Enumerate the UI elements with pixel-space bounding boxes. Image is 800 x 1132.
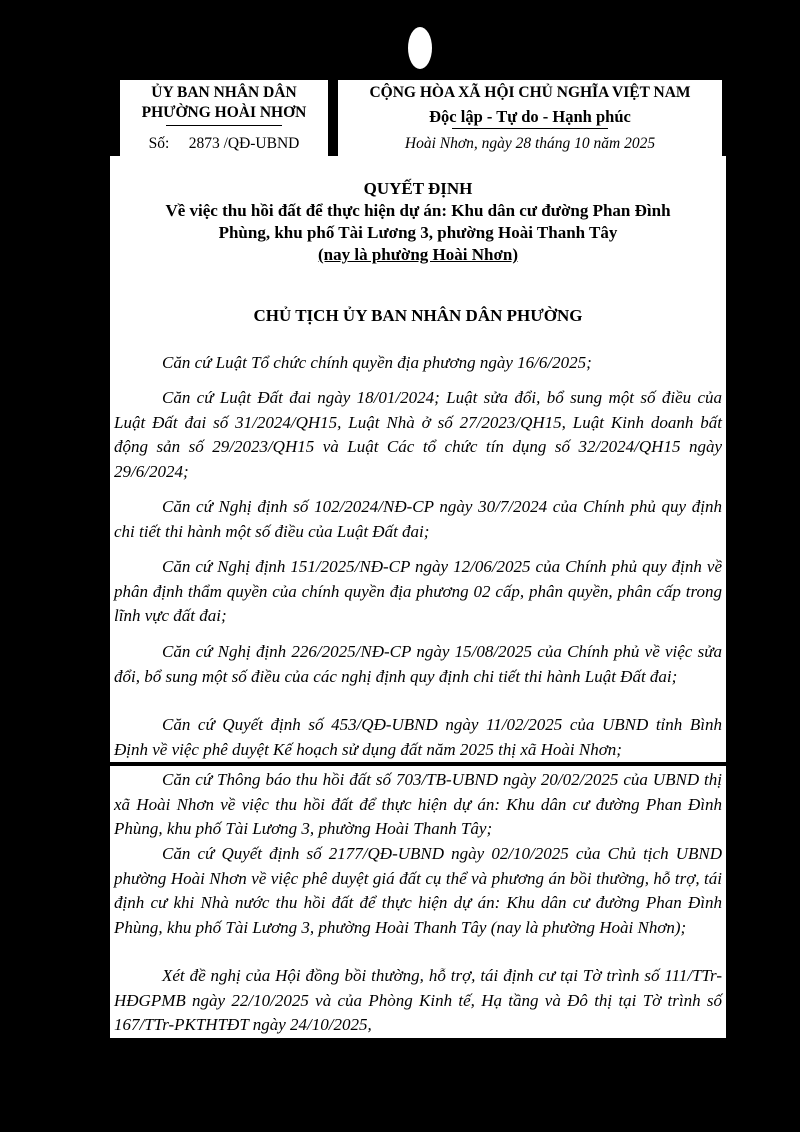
issuer-header (120, 80, 328, 156)
legal-basis-paragraph: Căn cứ Luật Tổ chức chính quyền địa phương ngày 16/6/2025; (162, 353, 592, 372)
decision-title (110, 178, 726, 266)
legal-basis-paragraph: Căn cứ Thông báo thu hồi đất số 703/TB-UBND ngày 20/02/2025 của UBND thị xã Hoài Nhơn về việc thu hồi đất để thực hiện dự án: Khu dân cư đường Phan Đình Phùng, khu phố Tài Lương 3, phường Hoài Thanh Tây; (114, 770, 722, 838)
document-page-1 (110, 156, 726, 762)
consideration-paragraph: Xét đề nghị của Hội đồng bồi thường, hỗ trợ, tái định cư tại Tờ trình số 111/TTr-HĐGPMB ngày 22/10/2025 và của Phòng Kinh tế, Hạ tầng và Đô thị tại Tờ trình số 167/TTr-PKTHTĐT ngày 24/10/2025, (114, 966, 722, 1034)
decision-subject-line2: Phùng, khu phố Tài Lương 3, phường Hoài Thanh Tây (218, 223, 618, 242)
legal-basis-paragraph: Căn cứ Nghị định 226/2025/NĐ-CP ngày 15/08/2025 của Chính phủ về việc sửa đổi, bổ sung một số điều của các nghị định quy định chi tiết thi hành Luật Đất đai; (114, 642, 722, 686)
legal-basis-paragraph: Căn cứ Luật Đất đai ngày 18/01/2024; Luật sửa đổi, bổ sung một số điều của Luật Đất đai số 31/2024/QH15, Luật Nhà ở số 27/2023/QH15, Luật Kinh doanh bất động sản số 29/2023/QH15 và Luật Các tổ chức tín dụng số 32/2024/QH15 ngày 29/6/2024; (114, 388, 722, 481)
decision-subject-line3: (nay là phường Hoài Nhơn) (317, 245, 519, 264)
motto-underline (452, 128, 608, 129)
issuer-line1: ỦY BAN NHÂN DÂN (151, 84, 297, 101)
national-motto: Độc lập - Tự do - Hạnh phúc (429, 107, 631, 126)
authority-heading: CHỦ TỊCH ỦY BAN NHÂN DÂN PHƯỜNG (253, 306, 583, 325)
legal-basis-paragraph: Căn cứ Nghị định 151/2025/NĐ-CP ngày 12/06/2025 của Chính phủ quy định về phân định thẩm quyền của chính quyền địa phương 02 cấp, phân quyền, phân cấp trong lĩnh vực đất đai; (114, 557, 722, 625)
document-page-2 (110, 766, 726, 1038)
national-header (338, 80, 722, 156)
legal-basis-paragraph: Căn cứ Quyết định số 2177/QĐ-UBND ngày 02/10/2025 của Chủ tịch UBND phường Hoài Nhơn về việc phê duyệt giá đất cụ thể và phương án bồi thường, hỗ trợ, tái định cư khi Nhà nước thu hồi đất để thực hiện dự án: Khu dân cư đường Phan Đình Phùng, khu phố Tài Lương 3, phường Hoài Thanh Tây (nay là phường Hoài Nhơn); (114, 844, 722, 937)
document-number (120, 135, 328, 153)
decision-heading: QUYẾT ĐỊNH (363, 179, 473, 198)
issuer-line2: PHƯỜNG HOÀI NHƠN (141, 104, 307, 121)
document-number-value: 2873 /QĐ-UBND (188, 135, 300, 152)
punch-hole-mark (408, 27, 432, 69)
decision-subject-line1: Về việc thu hồi đất để thực hiện dự án: Khu dân cư đường Phan Đình (165, 201, 671, 220)
document-number-label: Số: (148, 135, 170, 152)
country-name: CỘNG HÒA XÃ HỘI CHỦ NGHĨA VIỆT NAM (369, 84, 691, 101)
document-date: Hoài Nhơn, ngày 28 tháng 10 năm 2025 (404, 135, 656, 152)
legal-basis-paragraph: Căn cứ Nghị định số 102/2024/NĐ-CP ngày 30/7/2024 của Chính phủ quy định chi tiết thi hành một số điều của Luật Đất đai; (114, 497, 722, 541)
legal-basis-paragraph: Căn cứ Quyết định số 453/QĐ-UBND ngày 11/02/2025 của UBND tỉnh Bình Định về việc phê duyệt Kế hoạch sử dụng đất năm 2025 thị xã Hoài Nhơn; (114, 715, 722, 759)
issuer-underline (166, 125, 282, 126)
